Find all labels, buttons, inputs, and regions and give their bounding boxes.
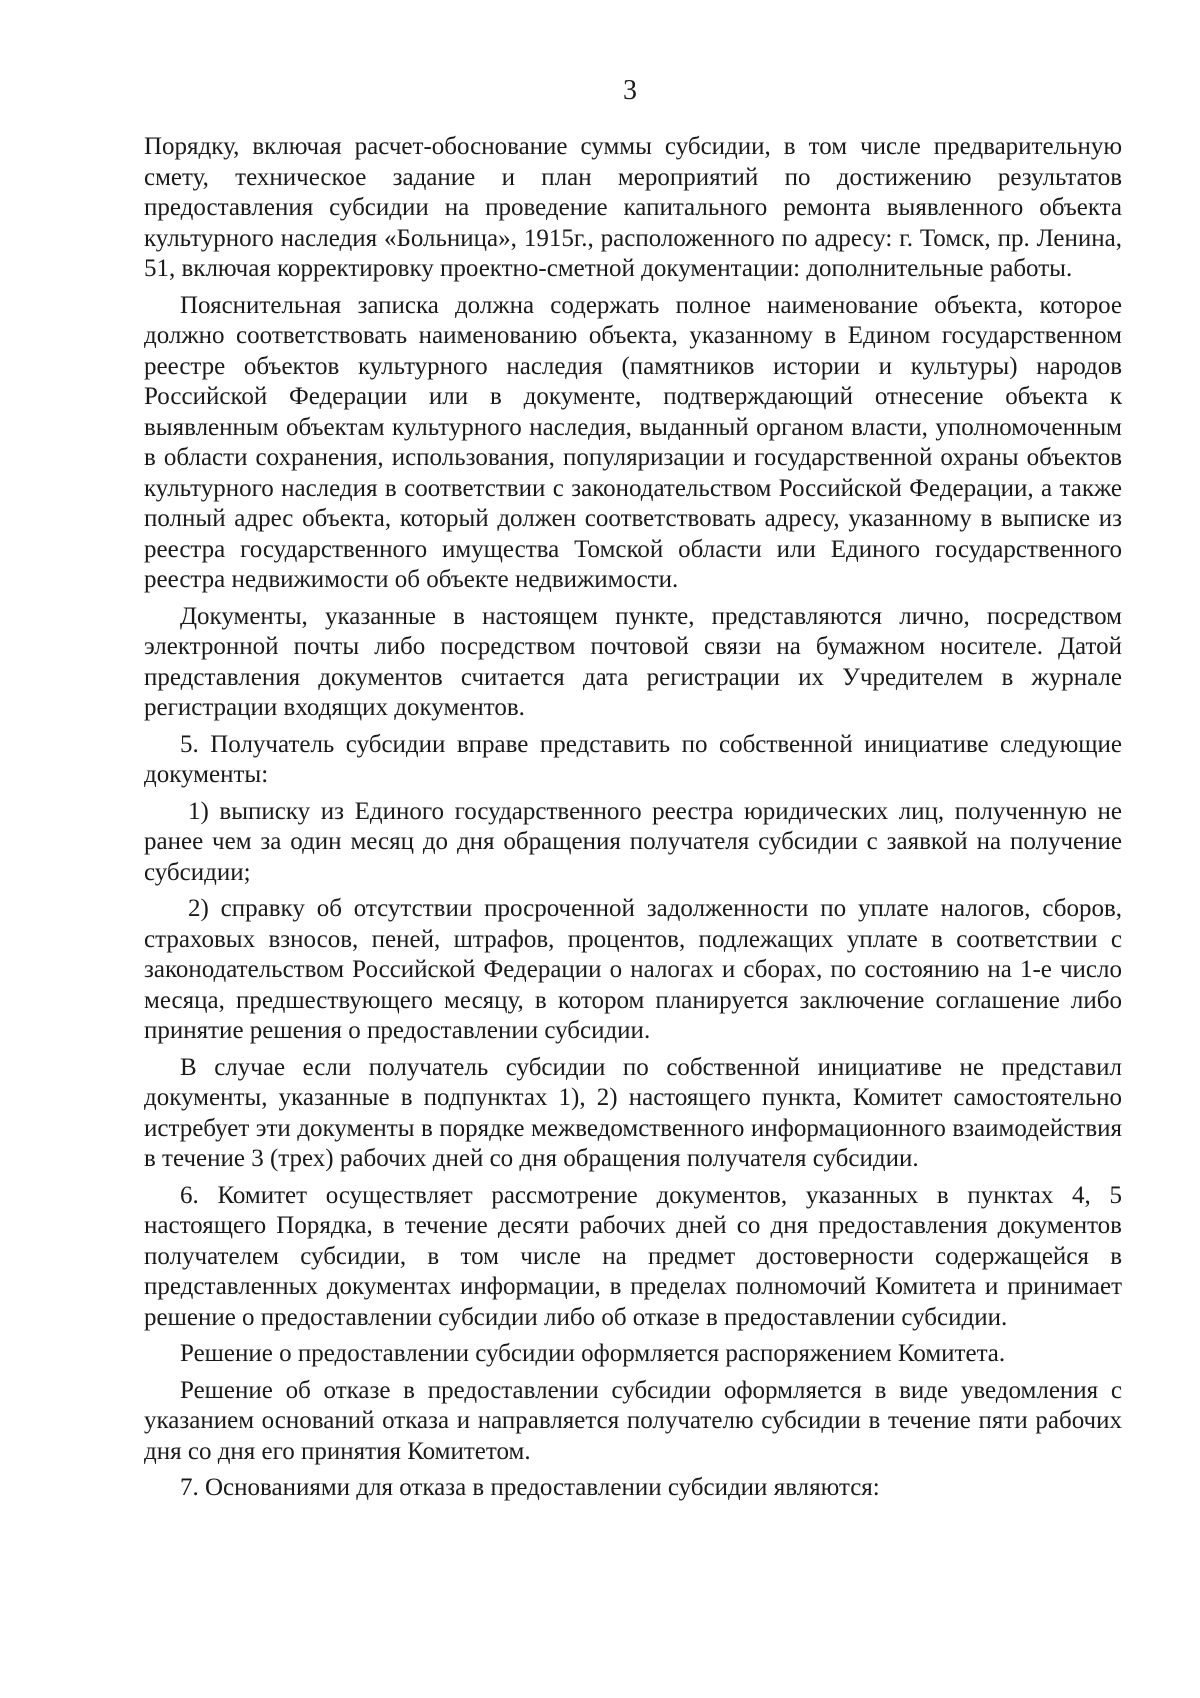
- document-body: [144, 132, 1122, 1510]
- paragraph-subitem-2: 2) справку об отсутствии просроченной задолженности по уплате налогов, сборов, страховых взносов, пеней, штрафов, процентов, подлежащих уплате в соответствии с законодательством Российской Федерации о налогах и сборах, по состоянию на 1-е число месяца, предшествующего месяцу, в котором планируется заключение соглашение либо принятие решения о предоставлении субсидии.: [144, 895, 1122, 1044]
- paragraph-item-5: 5. Получатель субсидии вправе представить по собственной инициативе следующие документы:: [144, 730, 1122, 788]
- page-number: 3: [623, 75, 637, 106]
- paragraph-explanatory-note: Пояснительная записка должна содержать полное наименование объекта, которое должно соответствовать наименованию объекта, указанному в Едином государственном реестре объектов культурного наследия (памятников истории и культуры) народов Российской Федерации или в документе, подтверждающий отнесение объекта к выявленным объектам культурного наследия, выданный органом власти, уполномоченным в области сохранения, использования, популяризации и государственной охраны объектов культурного наследия в соответствии с законодательством Российской Федерации, а также полный адрес объекта, который должен соответствовать адресу, указанному в выписке из реестра государственного имущества Томской области или Единого государственного реестра недвижимости об объекте недвижимости.: [144, 291, 1122, 593]
- paragraph-continuation: Порядку, включая расчет-обоснование суммы субсидии, в том числе предварительную смету, техническое задание и план мероприятий по достижению результатов предоставления субсидии на проведение капитального ремонта выявленного объекта культурного наследия «Больница», 1915г., расположенного по адресу: г. Томск, пр. Ленина, 51, включая корректировку проектно-сметной документации: дополнительные работы.: [144, 133, 1122, 282]
- paragraph-documents-submission: Документы, указанные в настоящем пункте, представляются лично, посредством электронной почты либо посредством почтовой связи на бумажном носителе. Датой представления документов считается дата регистрации их Учредителем в журнале регистрации входящих документов.: [144, 602, 1122, 721]
- paragraph-decision-refusal: Решение об отказе в предоставлении субсидии оформляется в виде уведомления с указанием оснований отказа и направляется получателю субсидии в течение пяти рабочих дня со дня его принятия Комитетом.: [144, 1376, 1122, 1465]
- paragraph-item-6: 6. Комитет осуществляет рассмотрение документов, указанных в пунктах 4, 5 настоящего Порядка, в течение десяти рабочих дней со дня предоставления документов получателем субсидии, в том числе на предмет достоверности содержащейся в представленных документах информации, в пределах полномочий Комитета и принимает решение о предоставлении субсидии либо об отказе в предоставлении субсидии.: [144, 1181, 1122, 1331]
- paragraph-decision-grant: Решение о предоставлении субсидии оформляется распоряжением Комитета.: [180, 1340, 1006, 1367]
- paragraph-interagency-request: В случае если получатель субсидии по собственной инициативе не представил документы, указанные в подпунктах 1), 2) настоящего пункта, Комитет самостоятельно истребует эти документы в порядке межведомственного информационного взаимодействия в течение 3 (трех) рабочих дней со дня обращения получателя субсидии.: [144, 1053, 1122, 1172]
- paragraph-item-7: 7. Основаниями для отказа в предоставлении субсидии являются:: [180, 1474, 880, 1501]
- paragraph-subitem-1: 1) выписку из Единого государственного реестра юридических лиц, полученную не ранее чем за один месяц до дня обращения получателя субсидии с заявкой на получение субсидии;: [144, 797, 1122, 886]
